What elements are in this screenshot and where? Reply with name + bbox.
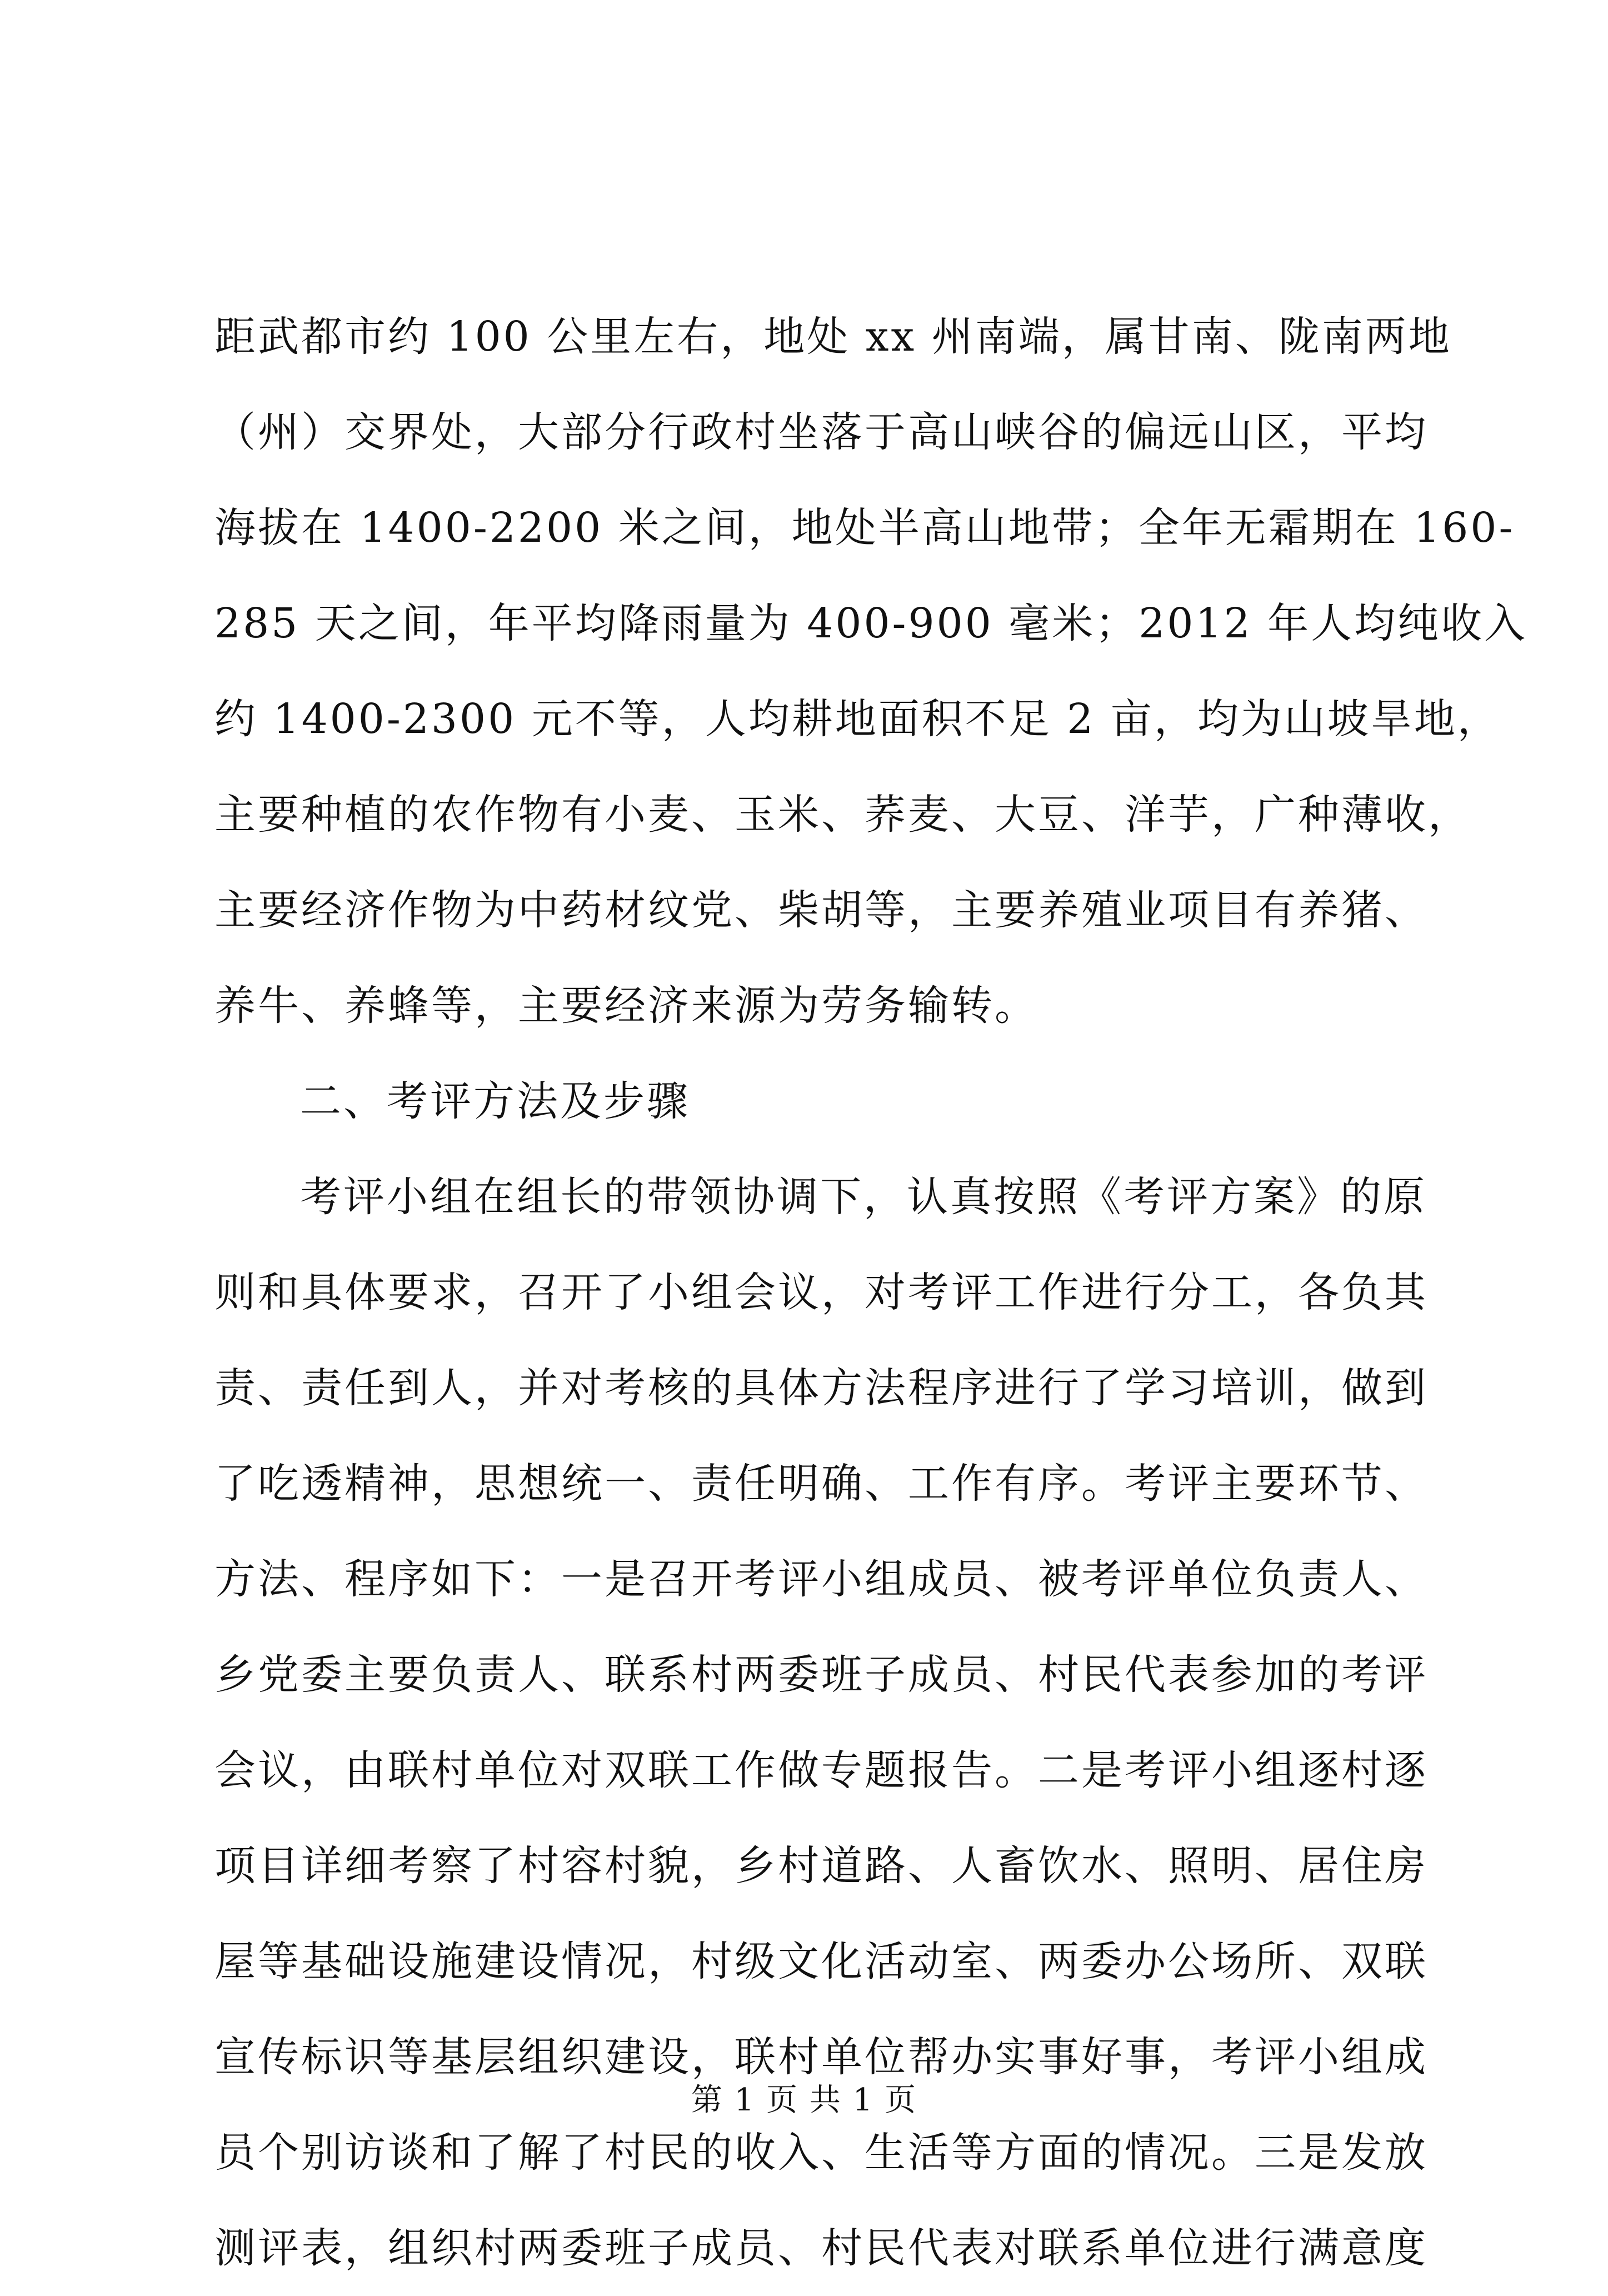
paragraph-line: 会议，由联村单位对双联工作做专题报告。二是考评小组逐村逐 [214, 1746, 1428, 1794]
paragraph-line: 养牛、养蜂等，主要经济来源为劳务输转。 [214, 982, 1038, 1030]
paragraph-line: 主要种植的农作物有小麦、玉米、荞麦、大豆、洋芋，广种薄收， [214, 791, 1471, 838]
paragraph-line: 测评表，组织村两委班子成员、村民代表对联系单位进行满意度 [214, 2224, 1428, 2272]
paragraph-line: 员个别访谈和了解了村民的收入、生活等方面的情况。三是发放 [214, 2129, 1428, 2177]
paragraph-line: 285 天之间，年平均降雨量为 400-900 毫米；2012 年人均纯收入 [214, 600, 1528, 647]
paragraph-line: 考评小组在组长的带领协调下，认真按照《考评方案》的原 [300, 1173, 1427, 1221]
section-heading: 二、考评方法及步骤 [300, 1077, 690, 1125]
paragraph-line: 方法、程序如下：一是召开考评小组成员、被考评单位负责人、 [214, 1555, 1428, 1603]
paragraph-line: （州）交界处，大部分行政村坐落于高山峡谷的偏远山区，平均 [214, 408, 1428, 456]
paragraph-line: 屋等基础设施建设情况，村级文化活动室、两委办公场所、双联 [214, 1938, 1428, 1985]
paragraph-line: 则和具体要求，召开了小组会议，对考评工作进行分工，各负其 [214, 1269, 1428, 1316]
paragraph-line: 距武都市约 100 公里左右，地处 xx 州南端，属甘南、陇南两地 [214, 313, 1452, 361]
paragraph-line: 责、责任到人，并对考核的具体方法程序进行了学习培训，做到 [214, 1364, 1428, 1412]
paragraph-line: 海拔在 1400-2200 米之间，地处半高山地带；全年无霜期在 160- [214, 504, 1515, 552]
page-footer: 第 1 页 共 1 页 [691, 2082, 917, 2118]
paragraph-line: 宣传标识等基层组织建设，联村单位帮办实事好事，考评小组成 [214, 2033, 1428, 2081]
paragraph-line: 了吃透精神，思想统一、责任明确、工作有序。考评主要环节、 [214, 1460, 1428, 1508]
paragraph-line: 项目详细考察了村容村貌，乡村道路、人畜饮水、照明、居住房 [214, 1842, 1428, 1890]
paragraph-line: 乡党委主要负责人、联系村两委班子成员、村民代表参加的考评 [214, 1651, 1428, 1699]
paragraph-line: 约 1400-2300 元不等，人均耕地面积不足 2 亩，均为山坡旱地， [214, 695, 1501, 743]
paragraph-line: 主要经济作物为中药材纹党、柴胡等，主要养殖业项目有养猪、 [214, 886, 1428, 934]
body-text [214, 289, 1528, 2296]
